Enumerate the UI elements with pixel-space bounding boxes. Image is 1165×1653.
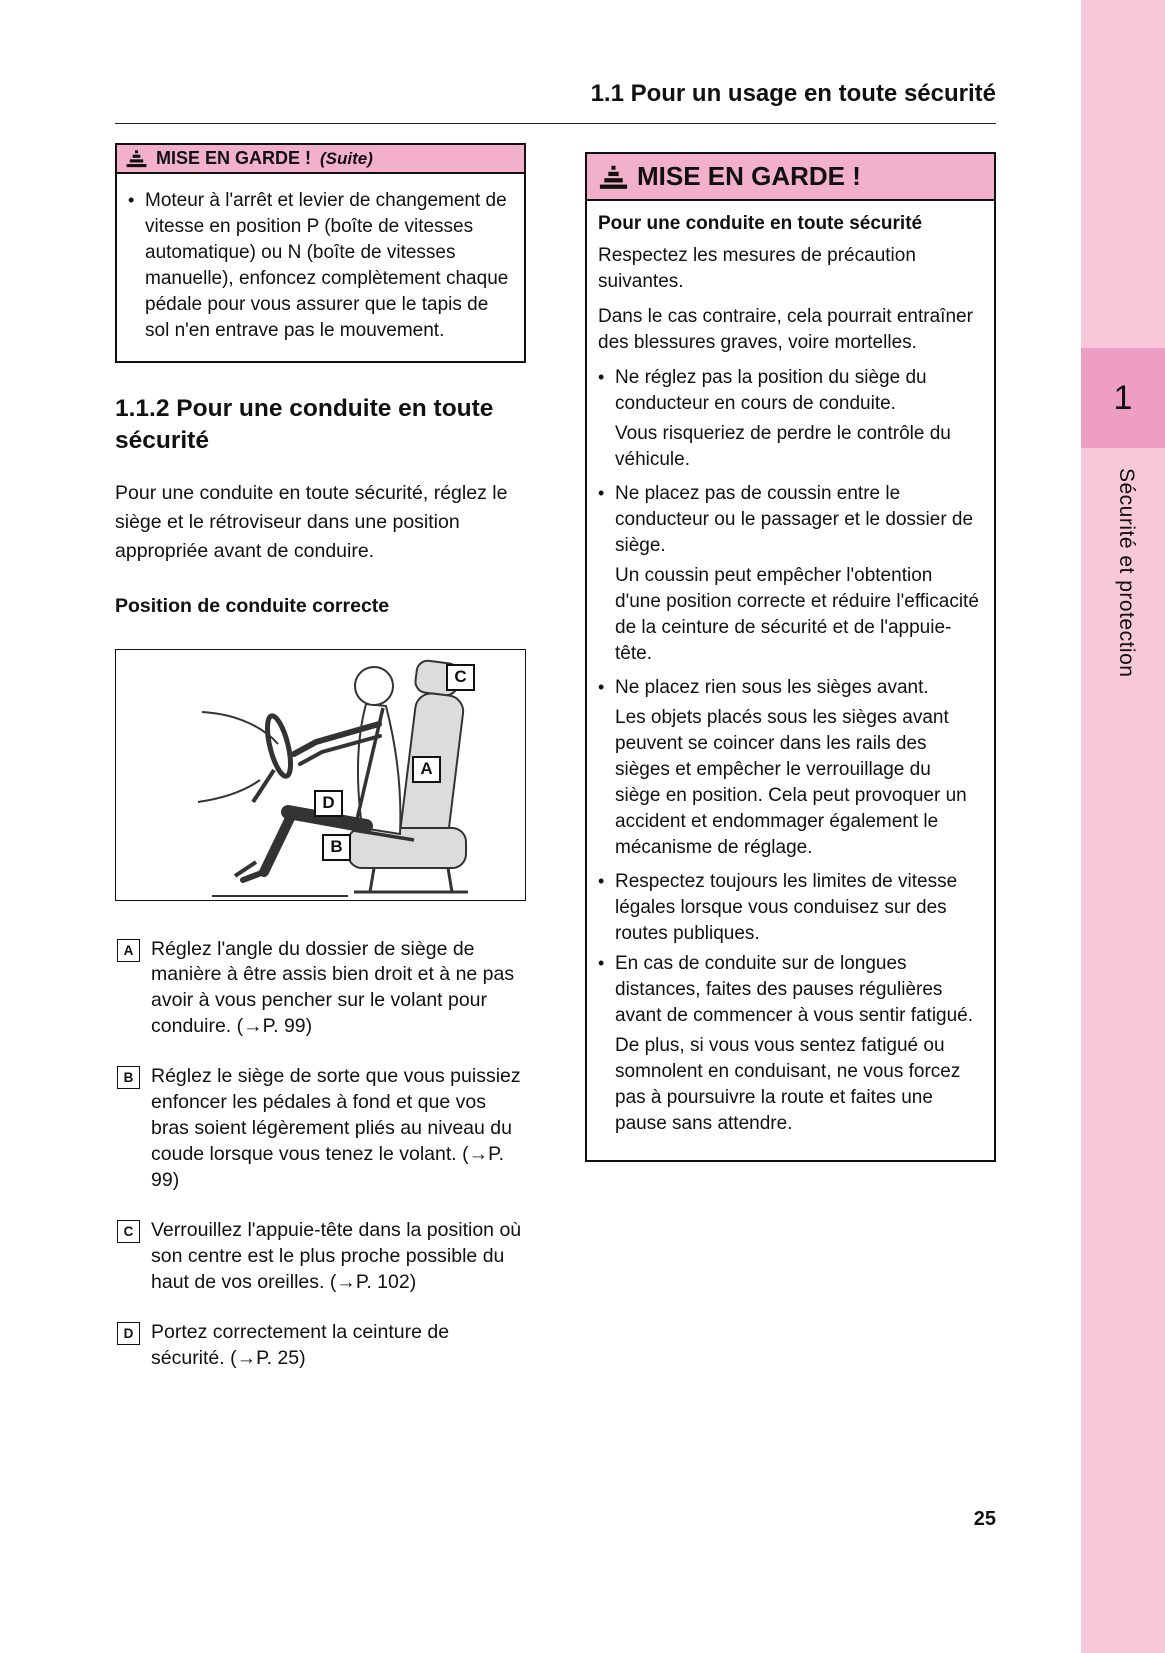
- section-intro: Pour une conduite en toute sécurité, réglez le siège et le rétroviseur dans une position appropriée avant de conduire.: [115, 481, 508, 563]
- warning-bullet: [598, 365, 981, 417]
- steering-wheel: [253, 713, 295, 801]
- warning-triangle-icon: [126, 149, 147, 168]
- warning-box-main-body: [587, 201, 994, 1160]
- warning-bullet: [598, 869, 981, 947]
- warning-bullet: [598, 951, 981, 1029]
- warning-triangle-icon: [599, 164, 628, 190]
- section-heading: 1.1.2 Pour une conduite en toute sécurité: [115, 395, 494, 454]
- item-text-b: Réglez le siège de sorte que vous puissiez enfoncer les pédales à fond et que vos bras soient légèrement pliés au niveau du coude lorsque vous tenez le volant. (→P. 99): [151, 1065, 521, 1191]
- item-key-b: B: [117, 1066, 140, 1089]
- header-title: 1.1 Pour un usage en toute sécurité: [590, 80, 996, 107]
- warning-bullet-text: • Ne placez rien sous les sièges avant.: [615, 677, 929, 699]
- warning-bullet-text: • Ne réglez pas la position du siège du conducteur en cours de conduite.: [615, 367, 927, 415]
- chapter-number-box: [1081, 348, 1165, 448]
- list-item-d: [115, 1320, 526, 1372]
- warning-bullet-sub: Les objets placés sous les sièges avant peuvent se coincer dans les rails des sièges et empêcher le verrouillage du siège en position. Cela peut provoquer un accident et endommager également le mécanisme de réglage.: [615, 707, 967, 859]
- warning-box-main-header: [587, 154, 994, 201]
- warning-paragraph: Respectez les mesures de précaution suivantes.: [598, 245, 916, 293]
- driving-position-figure: [115, 649, 526, 901]
- sub-heading: Position de conduite correcte: [115, 594, 390, 617]
- warning-bullet-text: • En cas de conduite sur de longues distances, faites des pauses régulières avant de commencer à vous sentir fatigué.: [615, 953, 974, 1027]
- warning-bullet: [598, 675, 981, 701]
- figure-label-a: A: [412, 756, 441, 783]
- right-column: [585, 152, 996, 1162]
- warning-bullet-sub: Un coussin peut empêcher l'obtention d'une position correcte et réduire l'efficacité de la ceinture de sécurité et de l'appuie-tête.: [615, 565, 979, 665]
- left-column: [115, 143, 526, 1395]
- seat-base: [354, 868, 468, 892]
- chapter-number: 1: [1113, 378, 1133, 417]
- warning-box-continued-body: [117, 174, 524, 361]
- item-text-a: Réglez l'angle du dossier de siège de manière à être assis bien droit et à ne pas avoir à vous pencher sur le volant pour conduire. (→P. 99): [151, 937, 515, 1038]
- page-number: 25: [973, 1508, 996, 1530]
- warning-box-continued: [115, 143, 526, 363]
- item-key-a: A: [117, 939, 140, 962]
- figure-label-b: B: [322, 834, 351, 861]
- warning-box-continued-header: [117, 145, 524, 174]
- warning-bullet-sub: Vous risqueriez de perdre le contrôle du véhicule.: [615, 423, 951, 471]
- figure-label-c: C: [446, 664, 475, 691]
- list-item-a: [115, 937, 526, 1041]
- warning-bullet-text: • Ne placez pas de coussin entre le conducteur ou le passager et le dossier de siège.: [615, 483, 974, 557]
- page-header: [115, 80, 996, 124]
- item-key-c: C: [117, 1220, 140, 1243]
- warning-bullet-text: • Respectez toujours les limites de vitesse légales lorsque vous conduisez sur des routes publiques.: [615, 871, 958, 945]
- list-item-b: [115, 1064, 526, 1194]
- list-item-c: [115, 1218, 526, 1296]
- sidebar-chapter-label: Sécurité et protection: [1115, 468, 1138, 678]
- warning-bullet-sub: De plus, si vous vous sentez fatigué ou somnolent en conduisant, ne vous forcez pas à poursuivre la route et faites une pause sans attendre.: [615, 1035, 961, 1135]
- item-text-c: Verrouillez l'appuie-tête dans la position où son centre est le plus proche possible du haut de vos oreilles. (→P. 102): [151, 1218, 522, 1293]
- warning-bullet-text: • Moteur à l'arrêt et levier de changement de vitesse en position P (boîte de vitesses automatique) ou N (boîte de vitesses manuelle), enfoncez complètement chaque pédale pour vous assurer que le tapis de sol n'en entrave pas le mouvement.: [145, 190, 509, 342]
- warning-suite-label: (Suite): [320, 148, 373, 168]
- warning-title: MISE EN GARDE !: [156, 148, 312, 168]
- figure-label-d: D: [314, 790, 343, 817]
- item-key-d: D: [117, 1322, 140, 1345]
- warning-box-main: [585, 152, 996, 1162]
- warning-subtitle: Pour une conduite en toute sécurité: [598, 213, 923, 234]
- warning-bullet: [128, 188, 511, 344]
- warning-bullet: [598, 481, 981, 559]
- figure-item-list: [115, 937, 526, 1372]
- item-text-d: Portez correctement la ceinture de sécurité. (→P. 25): [151, 1320, 450, 1369]
- warning-paragraph: Dans le cas contraire, cela pourrait entraîner des blessures graves, voire mortelles.: [598, 306, 973, 354]
- warning-title: MISE EN GARDE !: [637, 161, 861, 191]
- sidebar-band: [1081, 0, 1165, 1653]
